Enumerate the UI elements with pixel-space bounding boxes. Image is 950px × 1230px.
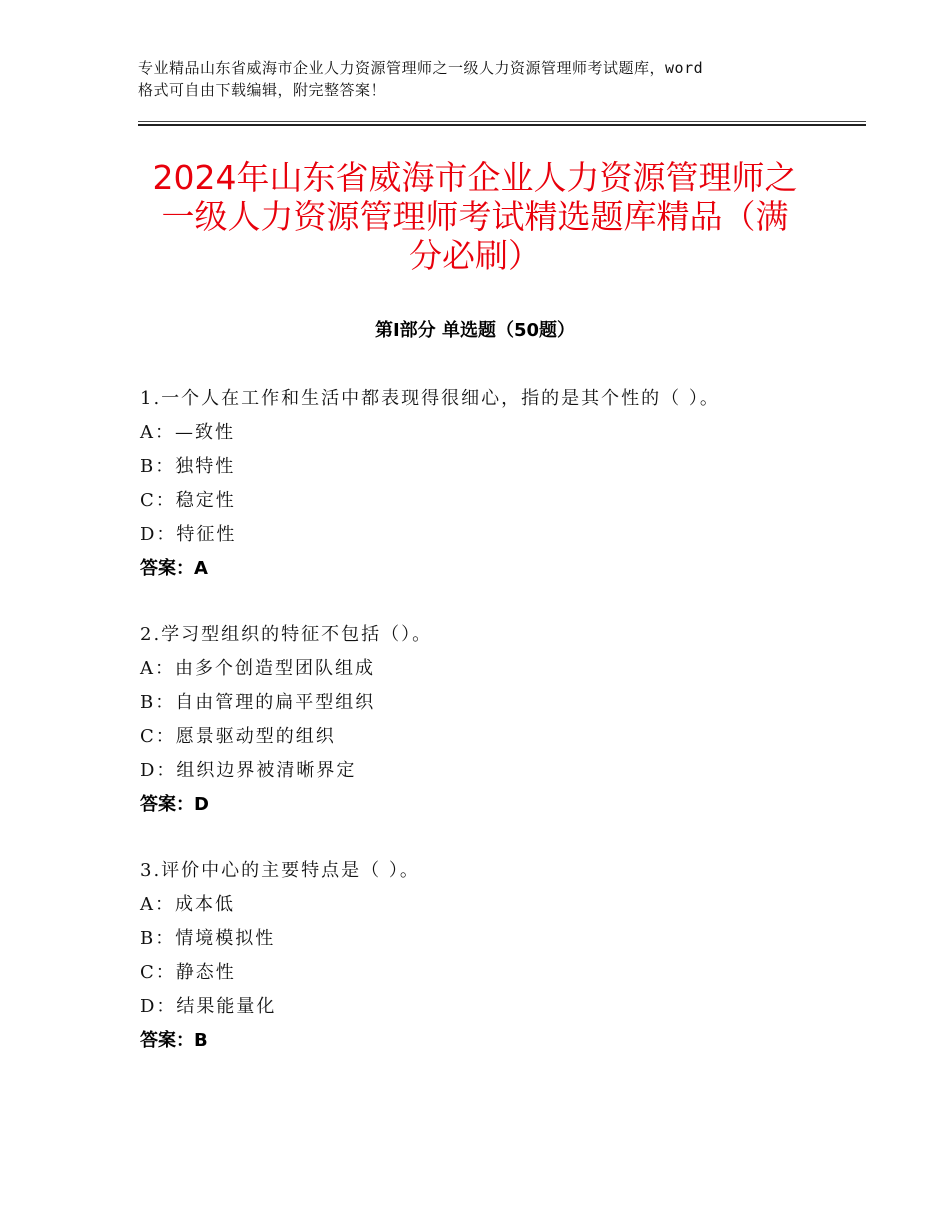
question-item	[140, 854, 860, 1058]
question-option-d: D：组织边界被清晰界定	[140, 760, 357, 781]
header-divider	[138, 121, 866, 126]
question-stem: 1.一个人在工作和生活中都表现得很细心，指的是其个性的（ ）。	[140, 388, 720, 409]
question-answer: 答案：A	[140, 558, 208, 579]
question-answer: 答案：D	[140, 794, 209, 815]
question-option-d: D：结果能量化	[140, 996, 277, 1017]
question-option-a: A：由多个创造型团队组成	[140, 658, 375, 679]
question-option-a: A：成本低	[140, 894, 235, 915]
header-note	[138, 57, 838, 101]
question-item	[140, 382, 860, 586]
question-option-b: B：自由管理的扁平型组织	[140, 692, 376, 713]
question-stem: 3.评价中心的主要特点是（ ）。	[140, 860, 420, 881]
question-option-c: C：稳定性	[140, 490, 236, 511]
question-stem: 2.学习型组织的特征不包括（）。	[140, 624, 433, 645]
title-line-2: 一级人力资源管理师考试精选题库精品（满	[161, 197, 789, 236]
title-line-3: 分必刷）	[409, 236, 541, 275]
title-line-1: 2024年山东省威海市企业人力资源管理师之	[152, 158, 798, 197]
question-list	[140, 382, 860, 1090]
question-option-c: C：静态性	[140, 962, 236, 983]
question-option-b: B：独特性	[140, 456, 236, 477]
header-note-line-1: 专业精品山东省威海市企业人力资源管理师之一级人力资源管理师考试题库，word	[138, 59, 704, 77]
document-title	[130, 158, 820, 275]
question-answer: 答案：B	[140, 1030, 208, 1051]
header-note-line-2: 格式可自由下载编辑，附完整答案！	[138, 81, 387, 99]
question-item	[140, 618, 860, 822]
question-option-c: C：愿景驱动型的组织	[140, 726, 336, 747]
question-option-d: D：特征性	[140, 524, 237, 545]
question-option-b: B：情境模拟性	[140, 928, 276, 949]
question-option-a: A：—致性	[140, 422, 235, 443]
section-heading: 第Ⅰ部分 单选题（50题）	[374, 320, 575, 341]
